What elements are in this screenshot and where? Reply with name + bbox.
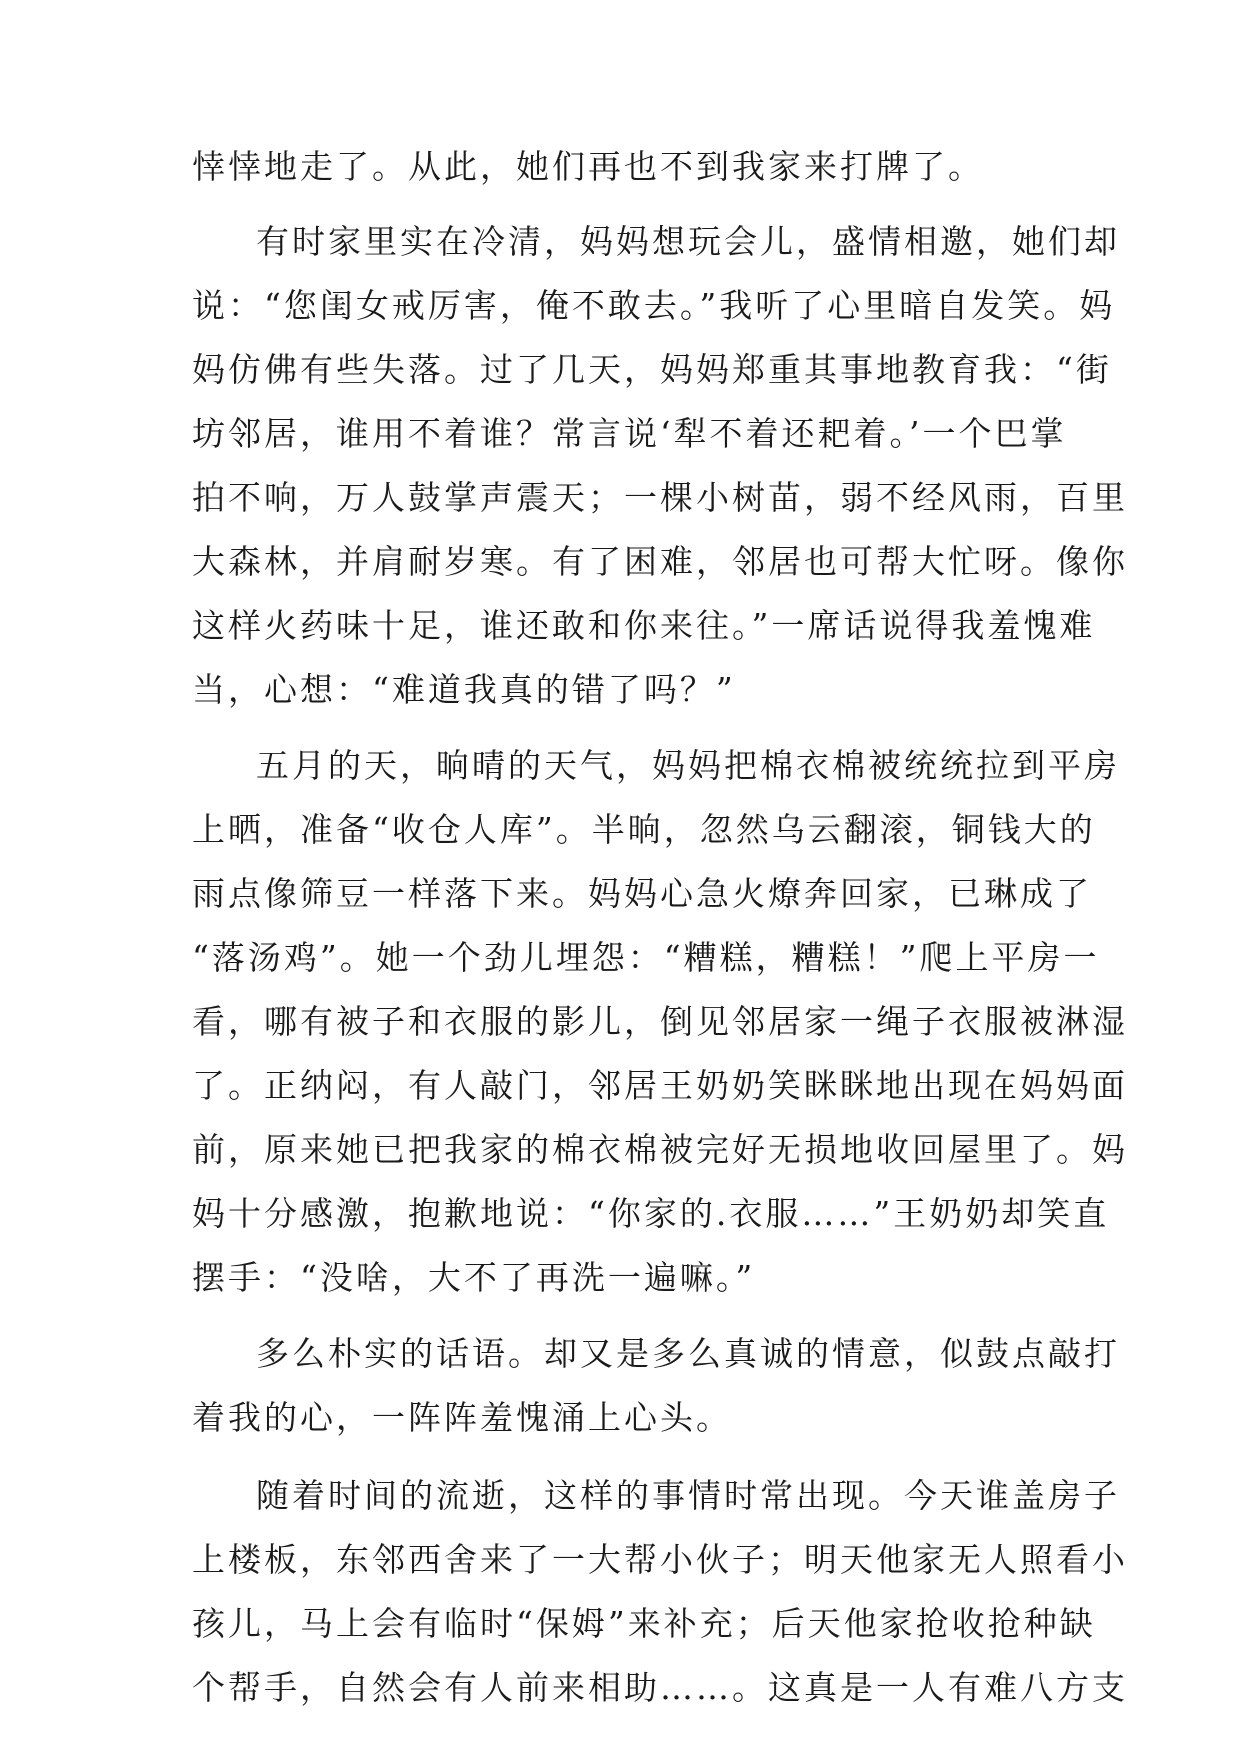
text-line: 孩儿，马上会有临时“保姆”来补充；后天他家抢收抢种缺 — [192, 1604, 1096, 1643]
text-line: 摆手：“没啥，大不了再洗一遍嘛。” — [192, 1258, 756, 1297]
text-line: 上晒，准备“收仓人库”。半晌，忽然乌云翻滚，铜钱大的 — [192, 810, 1096, 849]
text-line: 上楼板，东邻西舍来了一大帮小伙子；明天他家无人照看小 — [192, 1540, 1128, 1579]
text-line: 五月的天，晌晴的天气，妈妈把棉衣棉被统统拉到平房 — [256, 746, 1120, 785]
text-line: 着我的心，一阵阵羞愧涌上心头。 — [192, 1398, 732, 1437]
text-line: 了。正纳闷，有人敲门，邻居王奶奶笑眯眯地出现在妈妈面 — [192, 1066, 1128, 1105]
text-line: 这样火药味十足，谁还敢和你来往。”一席话说得我羞愧难 — [192, 606, 1096, 645]
text-line: 妈仿佛有些失落。过了几天，妈妈郑重其事地教育我：“街 — [192, 350, 1112, 389]
text-line: 随着时间的流逝，这样的事情时常出现。今天谁盖房子 — [256, 1476, 1120, 1515]
text-line: 多么朴实的话语。却又是多么真诚的情意，似鼓点敲打 — [256, 1334, 1120, 1373]
text-line: 大森林，并肩耐岁寒。有了困难，邻居也可帮大忙呀。像你 — [192, 542, 1128, 581]
text-line: 当，心想：“难道我真的错了吗？” — [192, 670, 736, 709]
text-line: 坊邻居，谁用不着谁？常言说‘犁不着还耙着。’一个巴掌 — [192, 414, 1067, 453]
text-line: 雨点像筛豆一样落下来。妈妈心急火燎奔回家，已琳成了 — [192, 874, 1092, 913]
text-line: 拍不响，万人鼓掌声震天；一棵小树苗，弱不经风雨，百里 — [192, 478, 1128, 517]
text-line: 说：“您闺女戒厉害，俺不敢去。”我听了心里暗自发笑。妈 — [192, 286, 1116, 325]
text-line: 有时家里实在冷清，妈妈想玩会儿，盛情相邀，她们却 — [256, 222, 1120, 261]
text-line: 前，原来她已把我家的棉衣棉被完好无损地收回屋里了。妈 — [192, 1130, 1128, 1169]
text-line: 悻悻地走了。从此，她们再也不到我家来打牌了。 — [192, 147, 984, 186]
text-line: “落汤鸡”。她一个劲儿埋怨：“糟糕，糟糕！”爬上平房一 — [192, 938, 1100, 977]
text-line: 个帮手，自然会有人前来相助……。这真是一人有难八方支 — [192, 1668, 1128, 1707]
text-line: 妈十分感激，抱歉地说：“你家的.衣服……”王奶奶却笑直 — [192, 1194, 1110, 1233]
text-line: 看，哪有被子和衣服的影儿，倒见邻居家一绳子衣服被淋湿 — [192, 1002, 1128, 1041]
